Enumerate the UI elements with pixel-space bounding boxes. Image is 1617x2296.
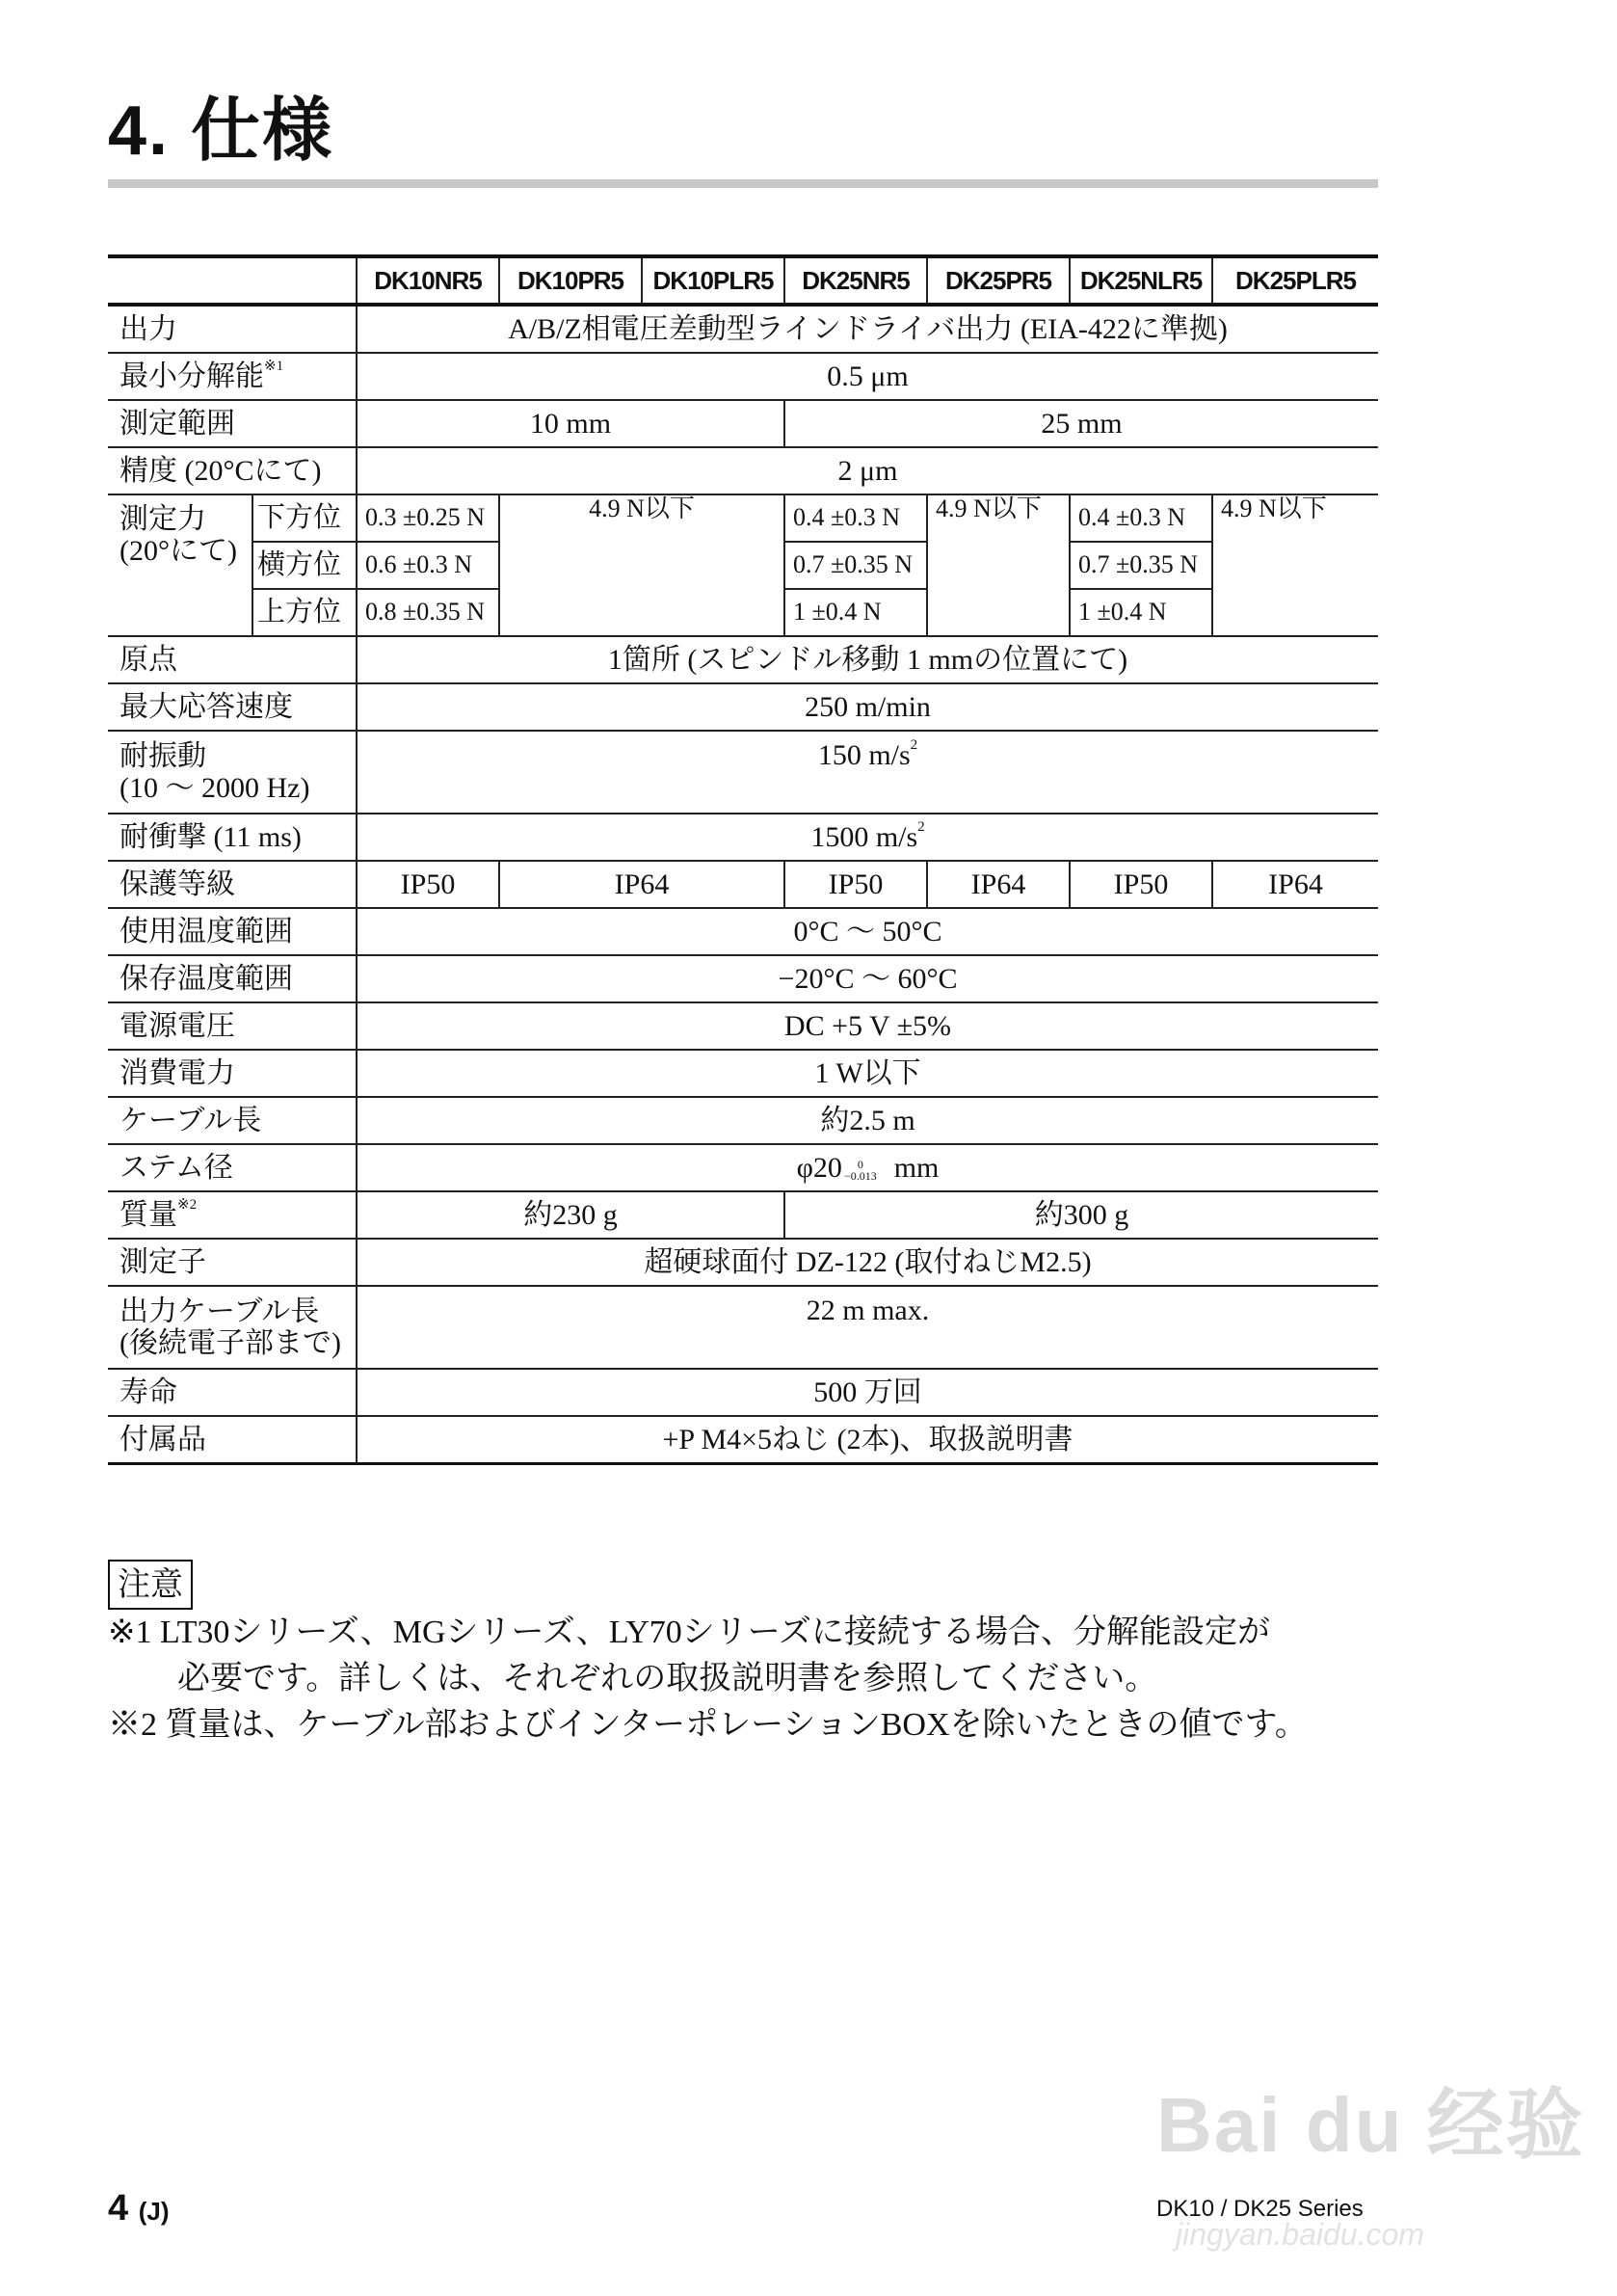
page-suffix: (J) [138, 2197, 170, 2226]
notes [108, 1610, 1399, 1749]
watermark-logo: Bai du 经验 [1156, 2082, 1585, 2168]
row-value: A/B/Z相電圧差動型ラインドライバ出力 (EIA-422に準拠) [357, 305, 1378, 353]
row-label: 消費電力 [108, 1050, 357, 1097]
row-value: 0°C ～ 50°C [357, 908, 1378, 955]
row-label: 出力 [108, 305, 357, 353]
series-name: DK10 / DK25 Series [1156, 2196, 1364, 2222]
row-label: 寿命 [108, 1369, 357, 1416]
row-label: 原点 [108, 636, 357, 683]
note-1-line-1: ※1 LT30シリーズ、MGシリーズ、LY70シリーズに接続する場合、分解能設定が [108, 1615, 1271, 1650]
model-header: DK10NR5 [357, 256, 499, 305]
model-header: DK25PLR5 [1212, 256, 1378, 305]
title-underline [108, 179, 1378, 188]
force-value: 0.8 ±0.35 N [357, 589, 499, 636]
protection-value: IP64 [1212, 861, 1378, 908]
row-label: 保存温度範囲 [108, 955, 357, 1002]
table-row [108, 1097, 1378, 1144]
row-value: 250 m/min [357, 683, 1378, 731]
stem-diameter: φ20 [796, 1152, 842, 1184]
spec-table [108, 254, 1378, 1465]
protection-value: IP50 [1070, 861, 1212, 908]
row-label: ケーブル長 [108, 1097, 357, 1144]
unit-exponent: 2 [917, 819, 925, 835]
tolerance-upper: 0 [857, 1158, 863, 1172]
label-text: 質量 [119, 1199, 177, 1231]
sub-label: 下方位 [252, 494, 357, 542]
row-label [108, 1286, 357, 1369]
row-label: 使用温度範囲 [108, 908, 357, 955]
row-value-dk25: 25 mm [784, 400, 1378, 447]
row-label: 測定範囲 [108, 400, 357, 447]
force-value: 4.9 N以下 [927, 494, 1070, 636]
note-2: ※2 質量は、ケーブル部およびインターポレーションBOXを除いたときの値です。 [108, 1707, 1308, 1743]
row-value-dk10: 約230 g [357, 1191, 784, 1239]
sub-label: 横方位 [252, 542, 357, 589]
row-value: +P M4×5ねじ (2本)、取扱説明書 [357, 1416, 1378, 1464]
row-label: 精度 (20°Cにて) [108, 447, 357, 494]
row-label: 電源電圧 [108, 1002, 357, 1050]
footnote-mark: ※2 [177, 1197, 198, 1213]
label-line: 耐振動 [119, 740, 206, 772]
watermark-url: jingyan.baidu.com [1176, 2217, 1424, 2252]
force-value: 0.4 ±0.3 N [784, 494, 927, 542]
row-label: 最大応答速度 [108, 683, 357, 731]
header-blank-cell [108, 256, 357, 305]
unit-exponent: 2 [910, 737, 918, 753]
table-row [108, 861, 1378, 908]
tolerance-lower: −0.013 [843, 1169, 877, 1184]
row-value: DC +5 V ±5% [357, 1002, 1378, 1050]
table-row [108, 1286, 1378, 1369]
row-value [357, 1144, 1378, 1191]
row-label: 測定子 [108, 1239, 357, 1286]
page-number-value: 4 [108, 2188, 129, 2229]
table-row [108, 494, 1378, 542]
model-header: DK10PLR5 [642, 256, 784, 305]
label-line: 出力ケーブル長 [119, 1295, 320, 1327]
force-value: 0.3 ±0.25 N [357, 494, 499, 542]
table-row [108, 814, 1378, 861]
force-value: 4.9 N以下 [499, 494, 784, 636]
table-row [108, 305, 1378, 353]
tolerance [844, 1159, 877, 1182]
notes-heading: 注意 [108, 1560, 193, 1610]
row-label [108, 731, 357, 814]
force-value: 0.7 ±0.35 N [784, 542, 927, 589]
force-value: 0.4 ±0.3 N [1070, 494, 1212, 542]
row-value: 2 μm [357, 447, 1378, 494]
table-row [108, 908, 1378, 955]
protection-value: IP64 [927, 861, 1070, 908]
row-value: 0.5 μm [357, 353, 1378, 400]
force-value: 0.7 ±0.35 N [1070, 542, 1212, 589]
row-value-dk25: 約300 g [784, 1191, 1378, 1239]
row-value: 超硬球面付 DZ-122 (取付ねじM2.5) [357, 1239, 1378, 1286]
row-value: 500 万回 [357, 1369, 1378, 1416]
row-value: 1 W以下 [357, 1050, 1378, 1097]
row-label [108, 353, 357, 400]
label-line: (20°にて) [119, 535, 237, 567]
model-header: DK10PR5 [499, 256, 642, 305]
table-row [108, 1369, 1378, 1416]
model-header: DK25PR5 [927, 256, 1070, 305]
row-label: ステム径 [108, 1144, 357, 1191]
label-text: 最小分解能 [119, 360, 264, 392]
sub-label: 上方位 [252, 589, 357, 636]
table-row [108, 1050, 1378, 1097]
model-header: DK25NLR5 [1070, 256, 1212, 305]
row-value: −20°C ～ 60°C [357, 955, 1378, 1002]
force-value: 4.9 N以下 [1212, 494, 1378, 636]
table-row [108, 1191, 1378, 1239]
protection-value: IP50 [784, 861, 927, 908]
row-value: 約2.5 m [357, 1097, 1378, 1144]
force-value: 1 ±0.4 N [1070, 589, 1212, 636]
row-value [357, 814, 1378, 861]
label-line: (後続電子部まで) [119, 1327, 341, 1359]
row-label: 付属品 [108, 1416, 357, 1464]
label-line: 測定力 [119, 503, 206, 535]
protection-value: IP64 [499, 861, 784, 908]
row-value [357, 731, 1378, 814]
row-label [108, 1191, 357, 1239]
section-title: 4. 仕様 [108, 93, 334, 170]
value-text: 1500 m/s [810, 821, 918, 853]
table-row [108, 731, 1378, 814]
force-value: 1 ±0.4 N [784, 589, 927, 636]
table-row [108, 955, 1378, 1002]
row-value: 1箇所 (スピンドル移動 1 mmの位置にて) [357, 636, 1378, 683]
model-header: DK25NR5 [784, 256, 927, 305]
table-row [108, 353, 1378, 400]
footnote-mark: ※1 [264, 359, 284, 374]
table-row [108, 1416, 1378, 1464]
row-label: 耐衝撃 (11 ms) [108, 814, 357, 861]
row-label [108, 494, 252, 636]
label-line: (10 ～ 2000 Hz) [119, 772, 310, 804]
table-row [108, 447, 1378, 494]
table-row [108, 636, 1378, 683]
row-value-dk10: 10 mm [357, 400, 784, 447]
table-row [108, 400, 1378, 447]
note-1-line-2: 必要です。詳しくは、それぞれの取扱説明書を参照してください。 [177, 1661, 1158, 1696]
table-row [108, 1002, 1378, 1050]
table-row [108, 1144, 1378, 1191]
force-value: 0.6 ±0.3 N [357, 542, 499, 589]
page-number [108, 2188, 169, 2229]
table-row [108, 683, 1378, 731]
model-header-row [108, 256, 1378, 305]
table-row [108, 1239, 1378, 1286]
row-value: 22 m max. [357, 1286, 1378, 1369]
row-label: 保護等級 [108, 861, 357, 908]
stem-unit: mm [893, 1152, 940, 1184]
protection-value: IP50 [357, 861, 499, 908]
value-text: 150 m/s [817, 739, 911, 771]
